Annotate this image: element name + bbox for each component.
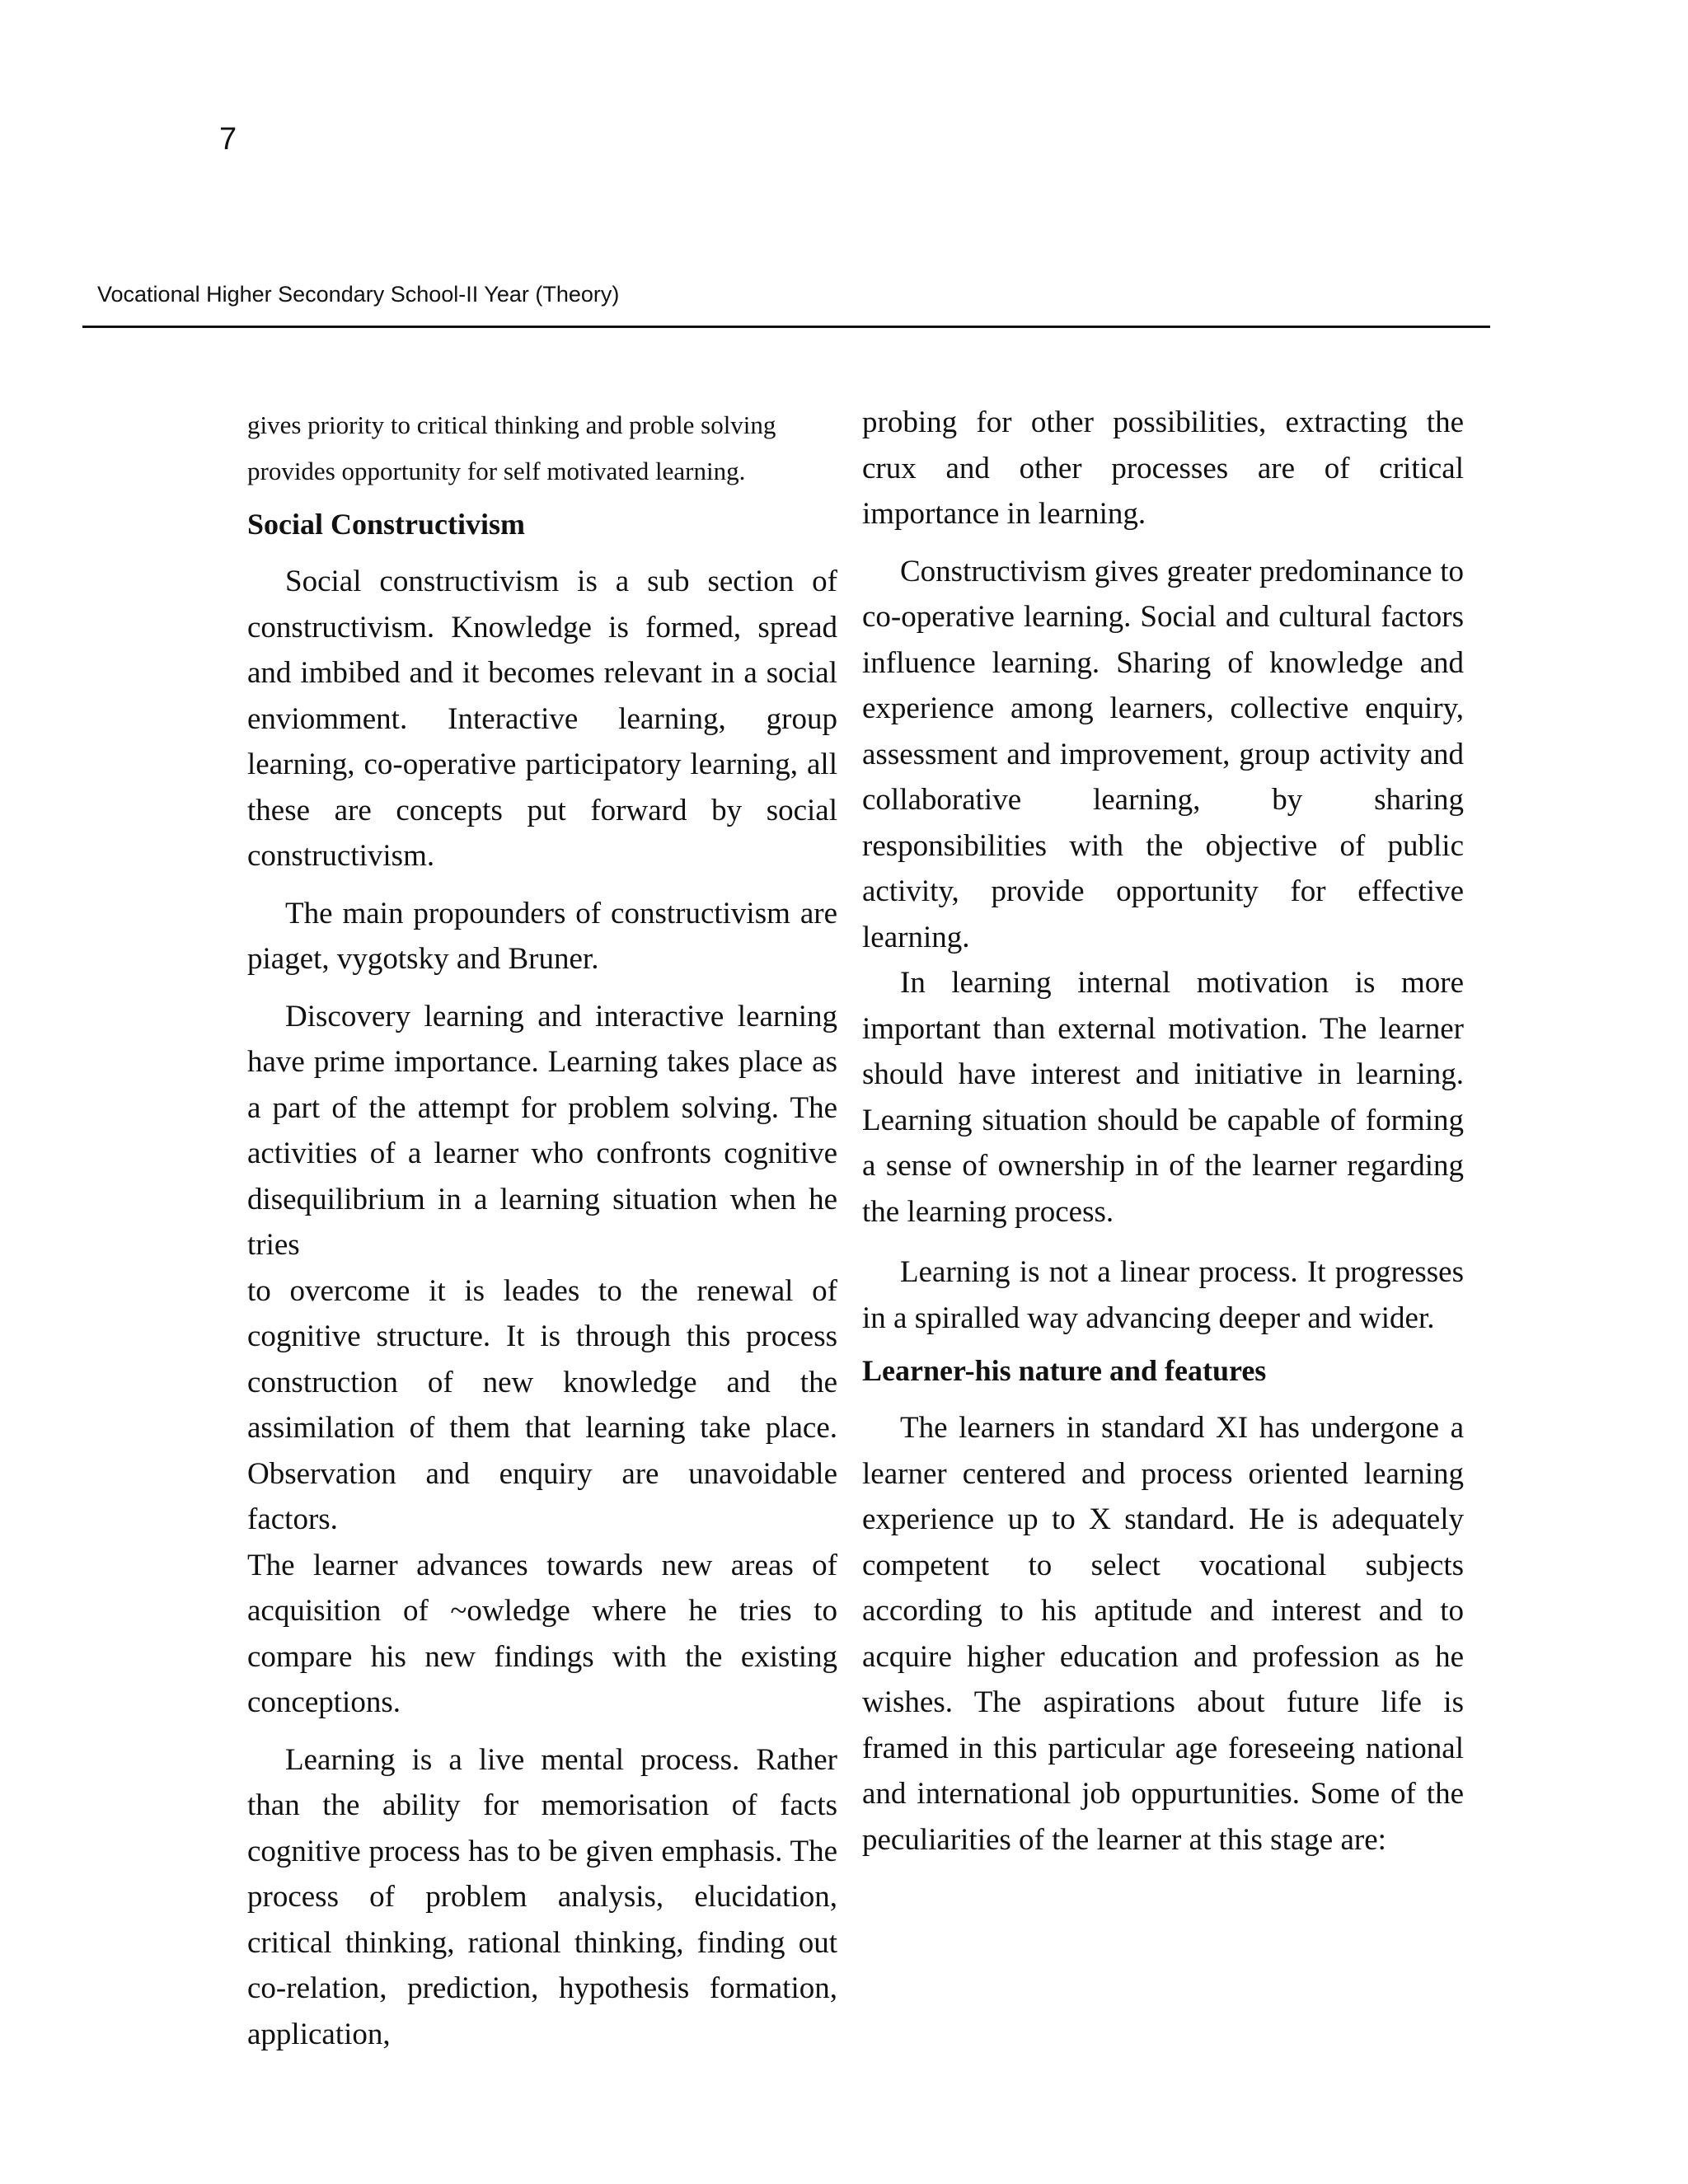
paragraph-continuation: to overcome it is leades to the renewal of cognitive structure. It is through this process construction of new knowledge and the assimilation of them that learning take place. Observation and enquiry are unavoidable factors. <box>247 1273 837 1536</box>
paragraph: In learning internal motivation is more important than external motivation. The learner should have interest and initiative in learning. Learning situation should be capable of forming a sense of ownership in of the learner regarding the learning process. <box>862 966 1464 1229</box>
paragraph: Learning is not a linear process. It progresses in a spiralled way advancing deeper and wider. <box>862 1255 1464 1335</box>
page-number: 7 <box>219 122 237 157</box>
paragraph: Discovery learning and interactive learning have prime importance. Learning takes place as a part of the attempt for problem solving. The activities of a learner who confronts cognitive disequilibrium in a learning situation when he tries <box>247 999 837 1262</box>
paragraph: Social constructivism is a sub section of constructivism. Knowledge is formed, spread and imbibed and it becomes relevant in a social enviomment. Interactive learning, group learning, co-operative participatory learning, all these are concepts put forward by social constructivism. <box>247 565 837 873</box>
paragraph: The learners in standard XI has undergone a learner centered and process oriented learning experience up to X standard. He is adequately competent to select vocational subjects according to his aptitude and interest and to acquire higher education and profession as he wishes. The aspirations about future life is framed in this particular age foreseeing national and international job oppurtunities. Some of the peculiarities of the learner at this stage are: <box>862 1411 1464 1857</box>
header-rule <box>82 326 1490 328</box>
intro-line-1: gives priority to critical thinking and proble solving <box>247 410 776 439</box>
paragraph: Learning is a live mental process. Rather than the ability for memorisation of facts cognitive process has to be given emphasis. The process of problem analysis, elucidation, critical thinking, rational thinking, finding out co-relation, prediction, hypothesis formation, application, <box>247 1742 837 2051</box>
paragraph-continuation: probing for other possibilities, extracting the crux and other processes are of critical importance in learning. <box>862 405 1464 531</box>
intro-line-2: provides opportunity for self motivated learning. <box>247 457 746 485</box>
section-heading-learner-nature: Learner-his nature and features <box>862 1354 1267 1387</box>
section-heading-social-constructivism: Social Constructivism <box>247 508 525 541</box>
right-column <box>862 400 1464 1863</box>
paragraph: The learner advances towards new areas of acquisition of ~owledge where he tries to compare his new findings with the existing conceptions. <box>247 1548 837 1719</box>
paragraph: The main propounders of constructivism are piaget, vygotsky and Bruner. <box>247 896 837 976</box>
paragraph: Constructivism gives greater predominance to co-operative learning. Social and cultural factors influence learning. Sharing of knowledge and experience among learners, collective enquiry, assessment and improvement, group activity and collaborative learning, by sharing responsibilities with the objective of public activity, provide opportunity for effective learning. <box>862 554 1464 954</box>
left-column <box>247 402 837 2057</box>
running-header: Vocational Higher Secondary School-II Year (Theory) <box>97 282 620 307</box>
